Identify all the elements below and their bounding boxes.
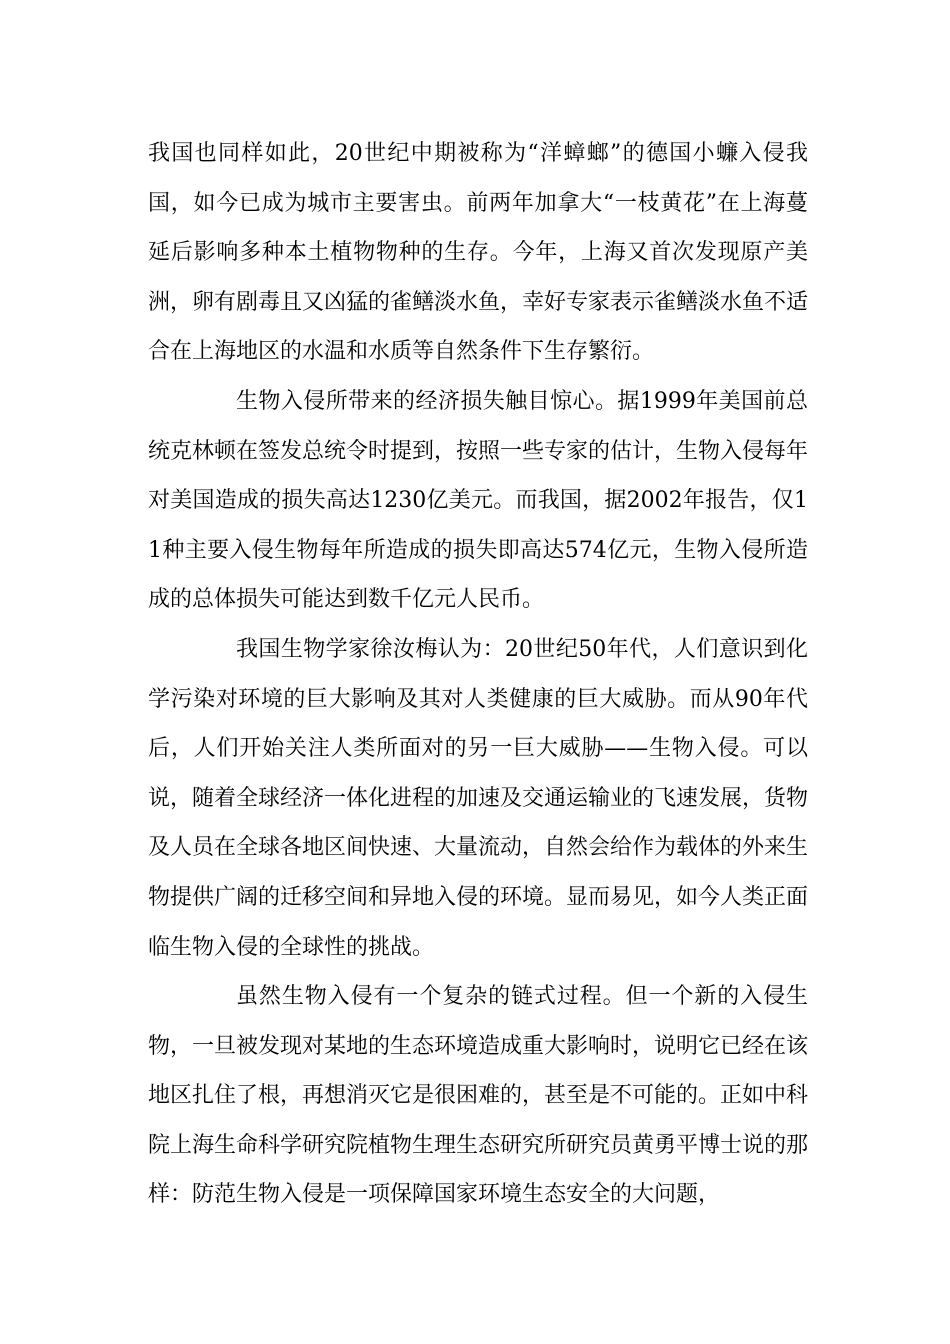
- document-body: [148, 129, 808, 1220]
- paragraph-global-threat: 我国生物学家徐汝梅认为：20世纪50年代，人们意识到化学污染对环境的巨大影响及其对人类健康的巨大威胁。而从90年代后，人们开始关注人类所面对的另一巨大威胁——生物入侵。可以说，随着全球经济一体化进程的加速及交通运输业的飞速发展，货物及人员在全球各地区间快速、大量流动，自然会给作为载体的外来生物提供广阔的迁移空间和异地入侵的环境。显而易见，如今人类正面临生物入侵的全球性的挑战。: [148, 636, 809, 960]
- paragraph-prevention: 虽然生物入侵有一个复杂的链式过程。但一个新的入侵生物，一旦被发现对某地的生态环境造成重大影响时，说明它已经在该地区扎住了根，再想消灭它是很困难的，甚至是不可能的。正如中科院上海生命科学研究院植物生理生态研究所研究员黄勇平博士说的那样：防范生物入侵是一项保障国家环境生态安全的大问题，: [148, 984, 809, 1208]
- paragraph-economic-losses: 生物入侵所带来的经济损失触目惊心。据1999年美国前总统克林顿在签发总统令时提到，按照一些专家的估计，生物入侵每年对美国造成的损失高达1230亿美元。而我国，据2002年报告，仅11种主要入侵生物每年所造成的损失即高达574亿元，生物入侵所造成的总体损失可能达到数千亿元人民币。: [148, 388, 809, 613]
- paragraph-invasive-species-examples: 我国也同样如此，20世纪中期被称为“洋蟑螂”的德国小蠊入侵我国，如今已成为城市主要害虫。前两年加拿大“一枝黄花”在上海蔓延后影响多种本土植物物种的生存。今年，上海又首次发现原产美洲，卵有剧毒且又凶猛的雀鳝淡水鱼，幸好专家表示雀鳝淡水鱼不适合在上海地区的水温和水质等自然条件下生存繁衍。: [148, 141, 809, 365]
